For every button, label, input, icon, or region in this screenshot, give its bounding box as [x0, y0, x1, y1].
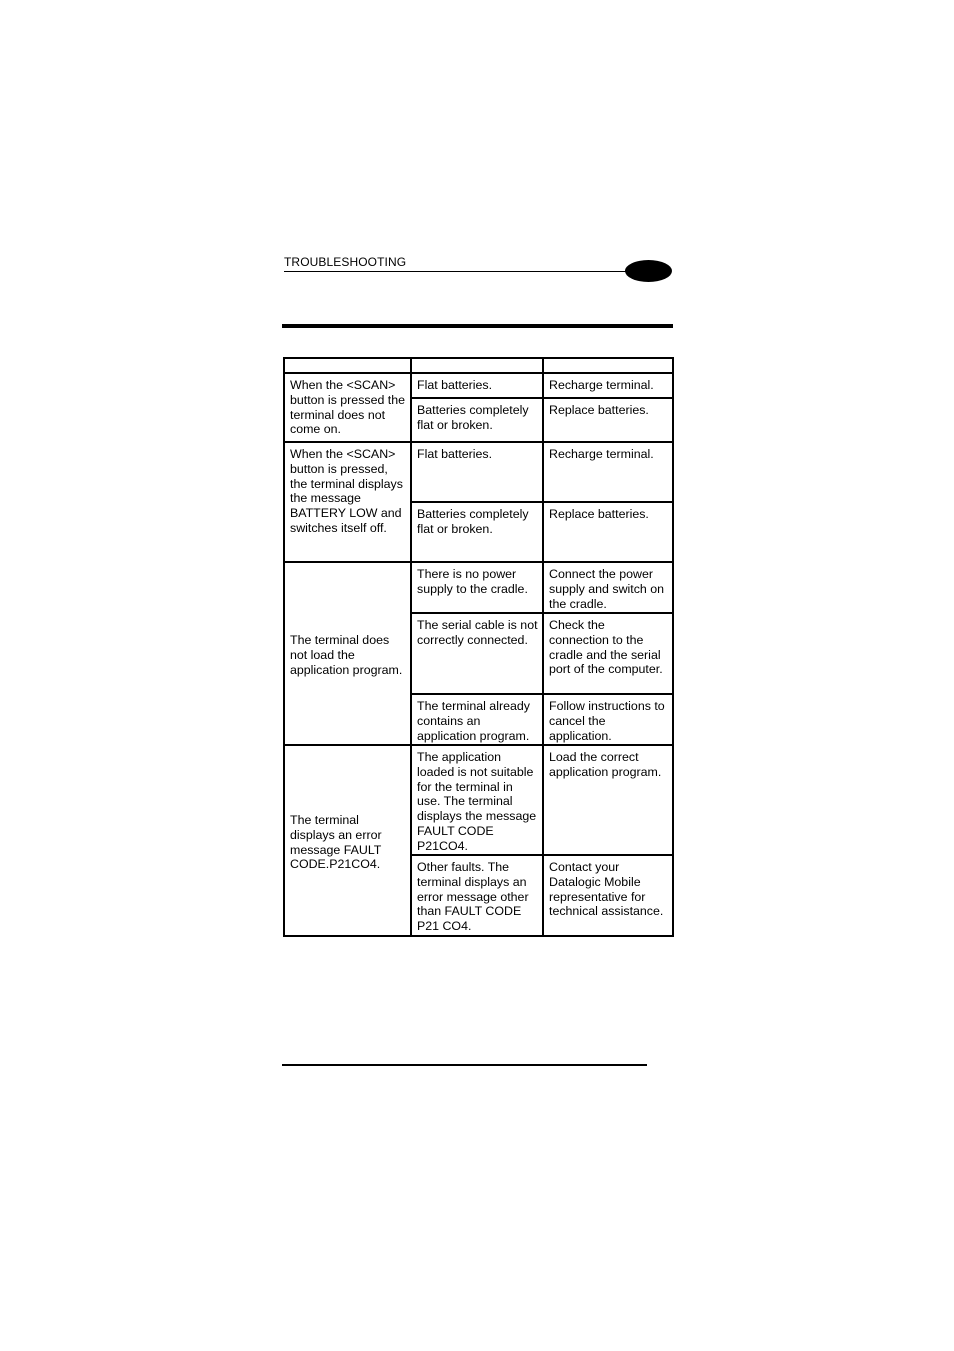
cause-cell: The serial cable is not correctly connected.	[411, 613, 543, 694]
solution-cell: Recharge terminal.	[543, 442, 673, 502]
footer-rule	[282, 1064, 647, 1066]
table-row	[284, 745, 673, 855]
cause-cell: Batteries completely flat or broken.	[411, 502, 543, 562]
problem-cell: The terminal displays an error message FAULT CODE.P21CO4.	[284, 745, 411, 936]
problem-cell: The terminal does not load the application program.	[284, 562, 411, 745]
solution-cell: Contact your Datalogic Mobile representative for technical assistance.	[543, 855, 673, 936]
cause-cell: There is no power supply to the cradle.	[411, 562, 543, 613]
table-row	[284, 373, 673, 398]
cause-cell: The terminal already contains an application program.	[411, 694, 543, 745]
problem-cell: When the <SCAN> button is pressed, the terminal displays the message BATTERY LOW and switches itself off.	[284, 442, 411, 562]
solution-cell: Follow instructions to cancel the application.	[543, 694, 673, 745]
table-header-row	[284, 358, 673, 373]
solution-cell: Recharge terminal.	[543, 373, 673, 398]
cause-cell: Other faults. The terminal displays an error message other than FAULT CODE P21 CO4.	[411, 855, 543, 936]
problem-cell: When the <SCAN> button is pressed the terminal does not come on.	[284, 373, 411, 442]
cause-cell: Flat batteries.	[411, 373, 543, 398]
solution-cell: Connect the power supply and switch on the cradle.	[543, 562, 673, 613]
chapter-tab-marker	[625, 260, 672, 282]
solution-cell: Replace batteries.	[543, 502, 673, 562]
solution-cell: Replace batteries.	[543, 398, 673, 442]
header-solution	[543, 358, 673, 373]
cause-cell: Flat batteries.	[411, 442, 543, 502]
header-problem	[284, 358, 411, 373]
solution-cell: Check the connection to the cradle and the serial port of the computer.	[543, 613, 673, 694]
table-row	[284, 442, 673, 502]
solution-cell: Load the correct application program.	[543, 745, 673, 855]
section-header-label: TROUBLESHOOTING	[284, 255, 407, 269]
title-bar	[282, 324, 673, 328]
table-row	[284, 562, 673, 613]
troubleshooting-table	[283, 357, 674, 937]
cause-cell: Batteries completely flat or broken.	[411, 398, 543, 442]
header-rule	[284, 271, 636, 272]
header-cause	[411, 358, 543, 373]
cause-cell: The application loaded is not suitable for the terminal in use. The terminal displays the message FAULT CODE P21CO4.	[411, 745, 543, 855]
